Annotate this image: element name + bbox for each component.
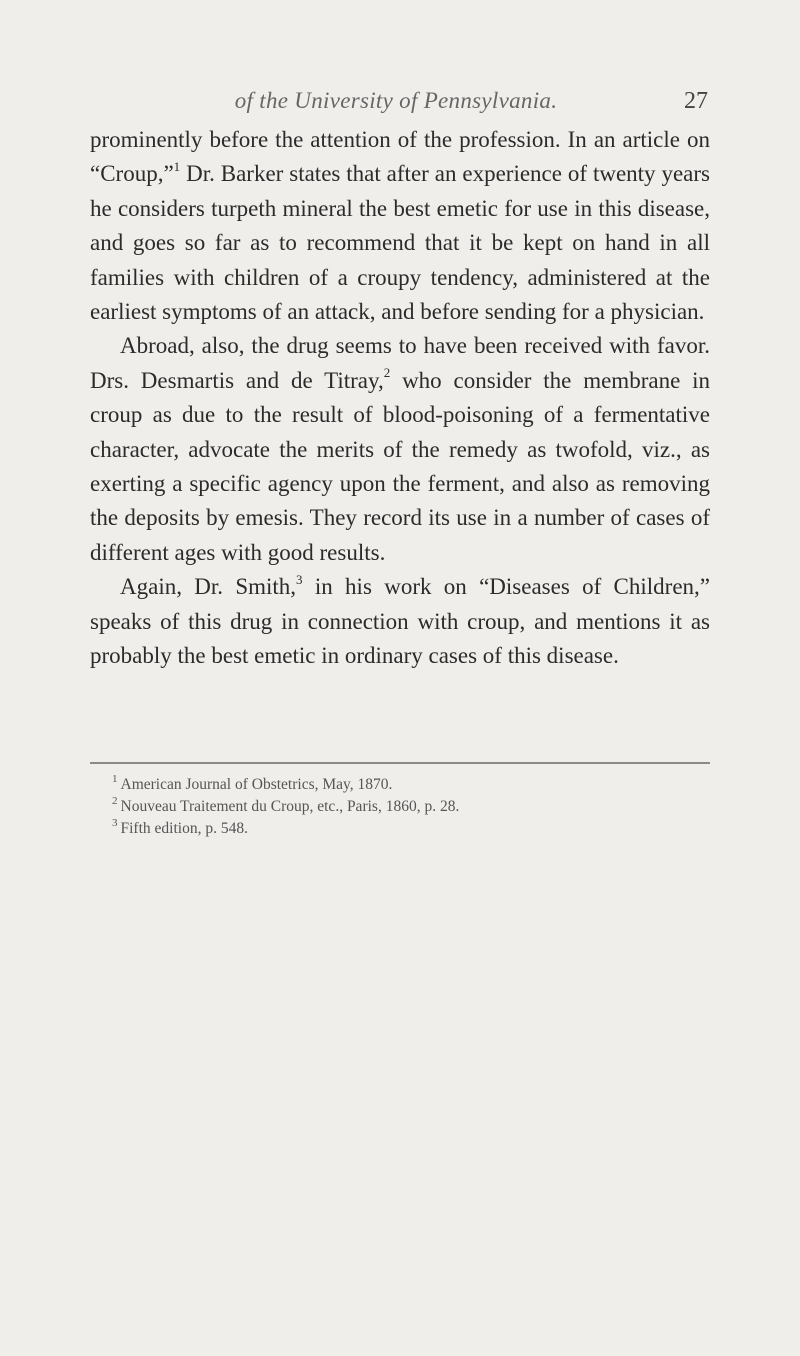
footnote-ref: 1 [173,158,181,174]
paragraph [90,329,710,570]
paragraph [90,570,710,673]
footnote [112,796,710,818]
text-segment: prominently before the attention of the profession. In an article on “Croup,” [90,127,710,187]
body-text [90,123,710,674]
footnote-ref: 2 [383,365,391,381]
running-title: of the University of Pennsylvania. [234,88,558,113]
footnote-mark: 1 [112,772,118,785]
footnote-text: Fifth edition, p. 548. [120,820,248,837]
footnote-ref: 3 [296,571,303,587]
text-segment: Abroad, also, the drug seems to have been received with favor. Drs. Desmartis and de Titray, [90,333,710,393]
page-number: 27 [684,88,708,114]
footnote-text: American Journal of Obstetrics, May, 1870. [120,776,393,793]
footnote-text: Nouveau Traitement du Croup, etc., Paris, 1860, p. 28. [120,798,460,815]
footnote-mark: 2 [112,794,118,807]
text-segment: Dr. Barker states that after an experience of twenty years he considers turpeth mineral the best emetic for use in this disease, and goes so far as to recommend that it be kept on hand in all families with children of a croupy tendency, administered at the earliest symptoms of an attack, and before sending for a physician. [90,161,710,325]
text-segment: in his work on “Diseases of Children,” speaks of this drug in connection with croup, and mentions it as probably the best emetic in ordinary cases of this disease. [90,574,711,669]
text-segment: Again, Dr. Smith, [120,574,297,600]
footnotes [112,774,710,840]
footnote-divider [90,762,710,764]
footnote-mark: 3 [112,816,118,829]
paragraph [90,123,710,329]
footnote [112,818,710,840]
text-segment: who consider the membrane in croup as due to the result of blood-poisoning of a fermentative character, advocate the merits of the remedy as twofold, viz., as exerting a specific agency upon the ferment, and also as removing the deposits by emesis. They record its use in a number of cases of different ages with good results. [90,367,710,565]
footnote [112,774,710,796]
running-header [148,88,708,122]
